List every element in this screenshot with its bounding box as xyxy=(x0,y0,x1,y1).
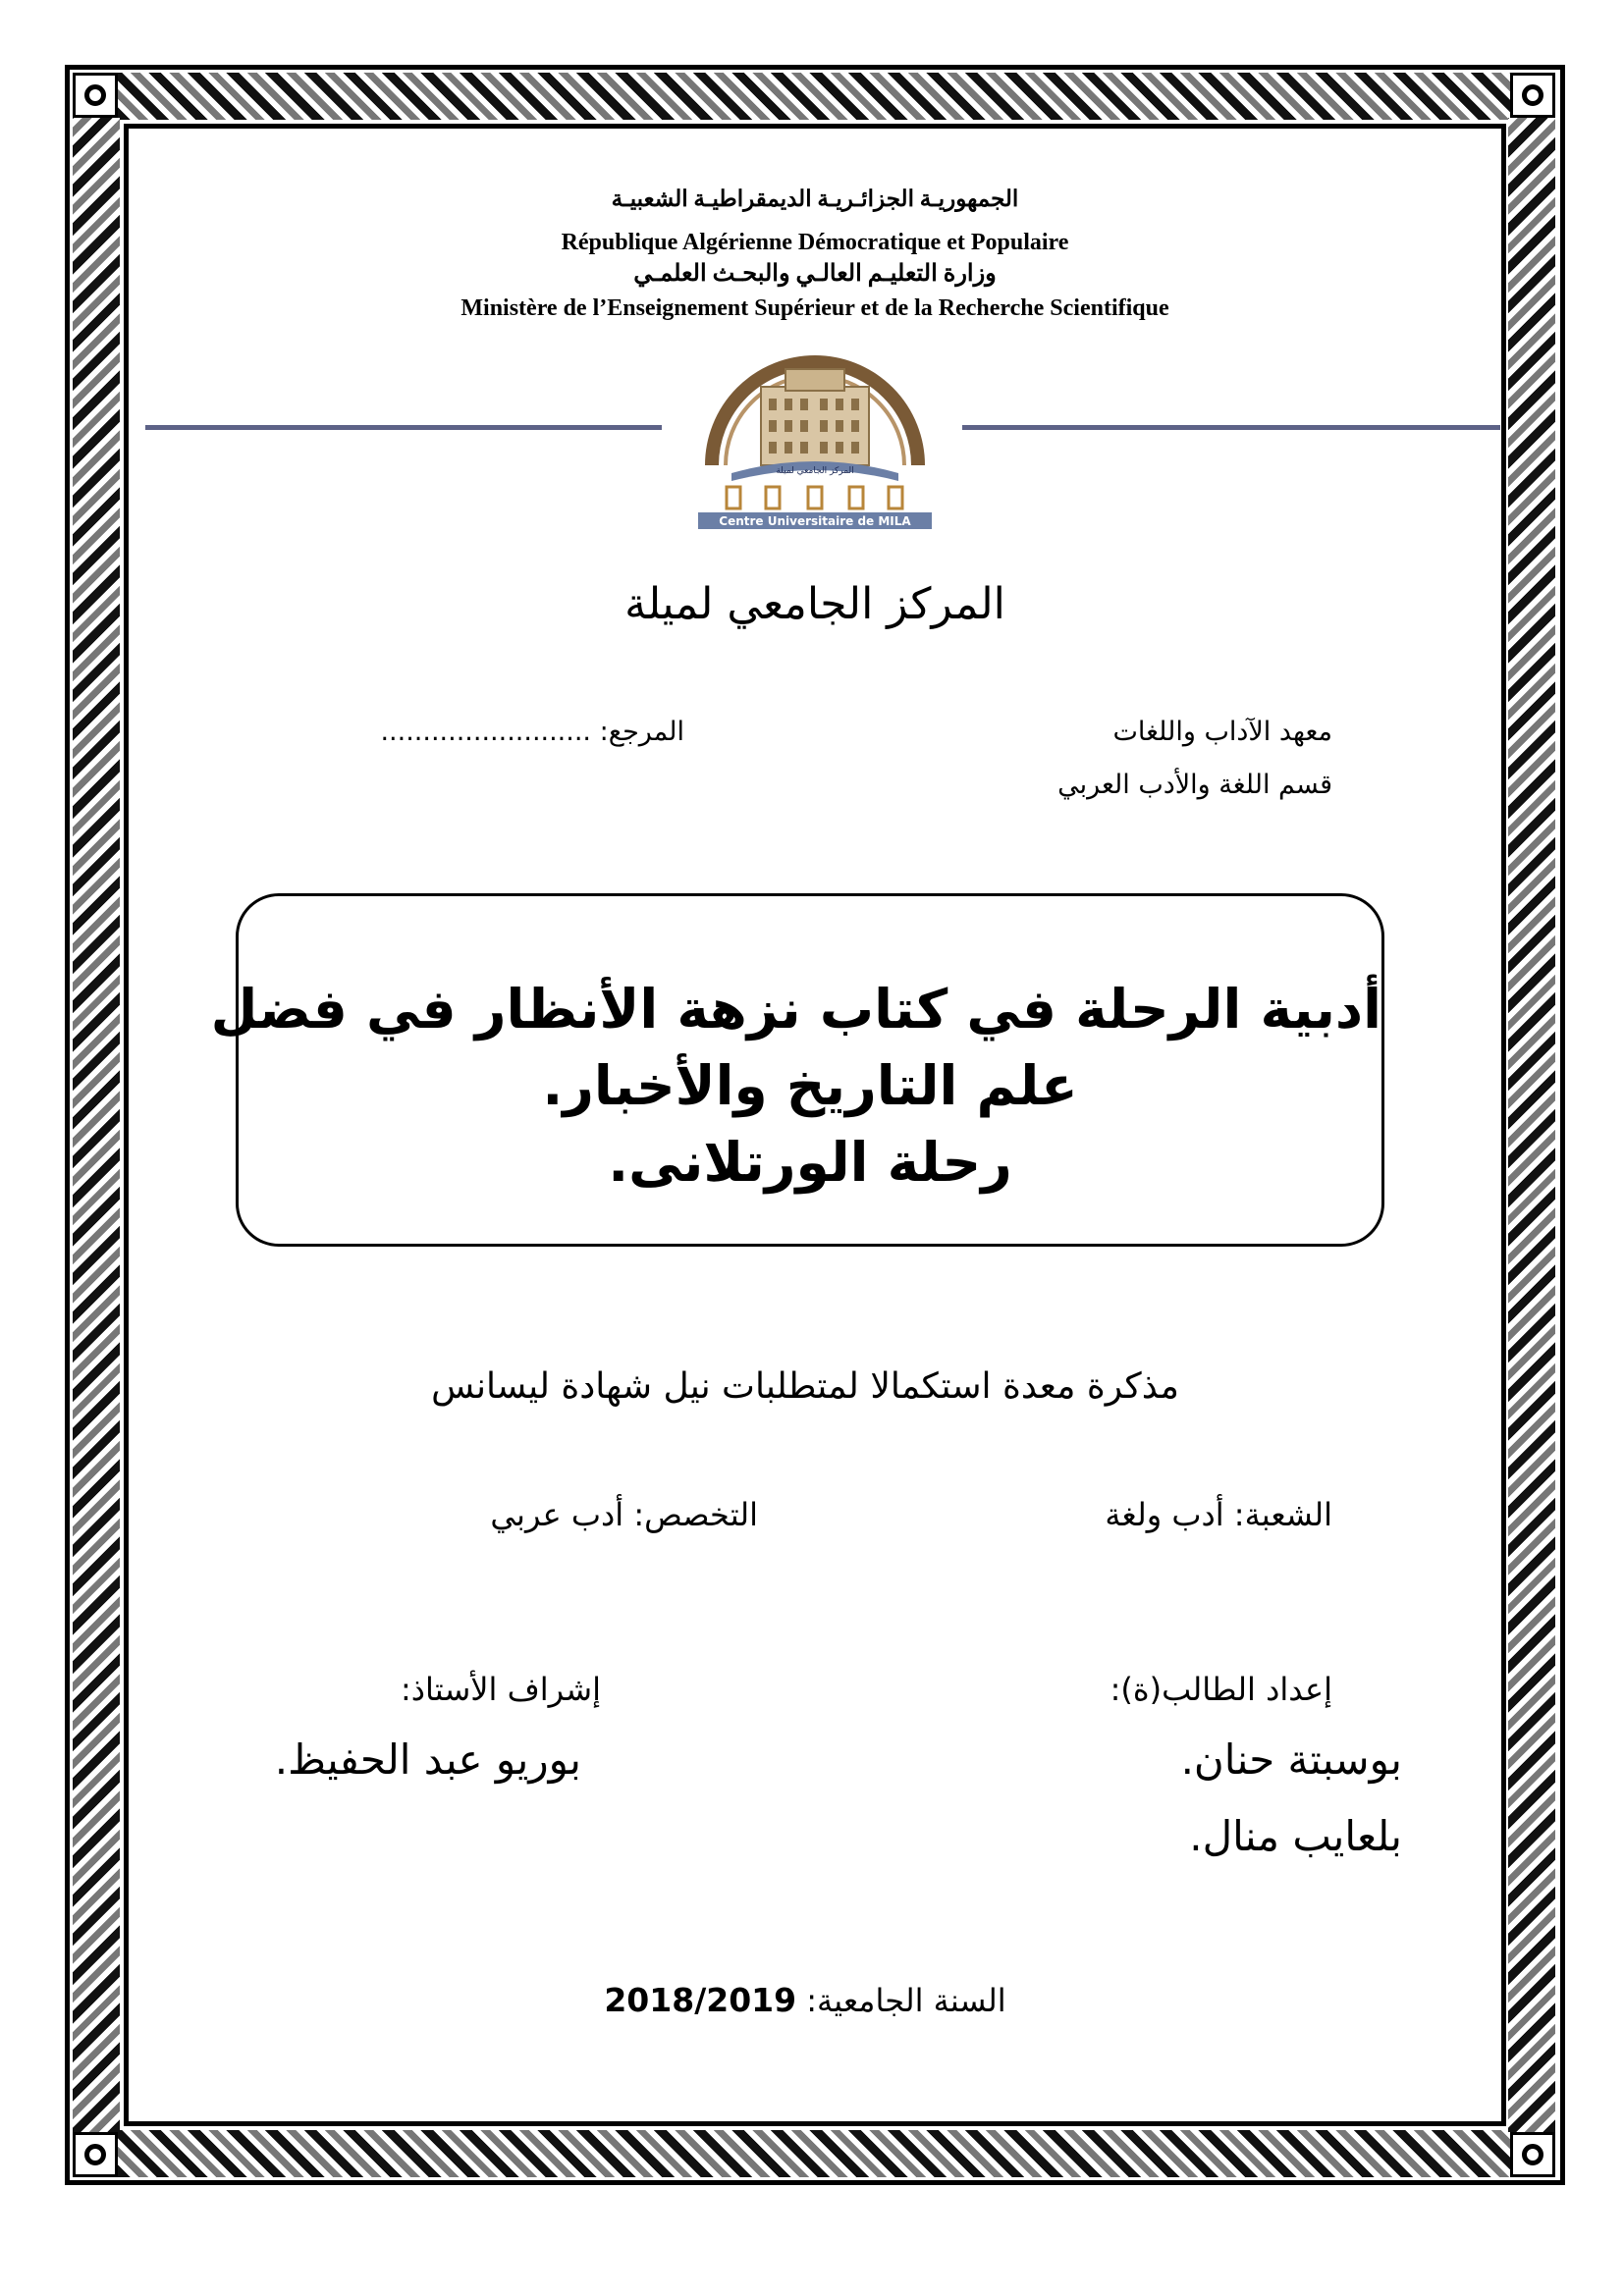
divider-left xyxy=(145,425,662,430)
thesis-title-line: أدبية الرحلة في كتاب نزهة الأنظار في فضل xyxy=(210,978,1381,1041)
ornament-band-right xyxy=(1508,118,1555,2132)
ornament-band-left xyxy=(73,118,120,2132)
republic-arabic: الجمهوريـة الجزائـريـة الديمقراطيـة الشعبيـة xyxy=(611,187,1019,211)
corner-ornament-icon xyxy=(73,2132,118,2177)
department-name: قسم اللغة والأدب العربي xyxy=(1057,770,1332,800)
supervision-label: إشراف الأستاذ: xyxy=(401,1671,601,1708)
ornament-band-top xyxy=(118,73,1512,120)
logo-emblem-text: المركز الجامعي لميلة xyxy=(776,466,854,476)
ministry-french: Ministère de l’Enseignement Supérieur et de la Recherche Scientifique xyxy=(460,295,1169,321)
thesis-title-line: علم التاريخ والأخبار. xyxy=(542,1054,1078,1117)
reference-field: المرجع: ......................... xyxy=(380,717,684,747)
branch-field: الشعبة: أدب ولغة xyxy=(1105,1496,1332,1533)
institute-name: معهد الآداب واللغات xyxy=(1112,717,1332,747)
thesis-title-box xyxy=(210,893,1384,1247)
ministry-arabic: وزارة التعليـم العالـي والبحـث العلمـي xyxy=(633,261,997,287)
institution-name: المركز الجامعي لميلة xyxy=(624,579,1005,629)
corner-ornament-icon xyxy=(1510,73,1555,118)
academic-year-label: السنة الجامعية: xyxy=(806,1982,1006,2019)
logo-caption: Centre Universitaire de MILA xyxy=(719,514,911,528)
student-name: بلعايب منال. xyxy=(1189,1812,1402,1860)
academic-year xyxy=(295,1981,1316,2019)
ornament-band-bottom xyxy=(118,2130,1512,2177)
supervisor-name: بوريو عبد الحفيظ. xyxy=(274,1735,581,1784)
student-name: بوسبتة حنان. xyxy=(1180,1735,1402,1784)
corner-ornament-icon xyxy=(73,73,118,118)
corner-ornament-icon xyxy=(1510,2132,1555,2177)
prepared-by-label: إعداد الطالب(ة): xyxy=(1110,1671,1332,1708)
thesis-title-line: رحلة الورتلانى. xyxy=(608,1131,1012,1194)
republic-french: République Algérienne Démocratique et Populaire xyxy=(561,230,1069,255)
specialty-field: التخصص: أدب عربي xyxy=(490,1496,758,1533)
academic-year-value: 2018/2019 xyxy=(604,1981,797,2019)
university-logo xyxy=(692,347,938,530)
memo-statement: مذكرة معدة استكمالا لمتطلبات نيل شهادة ليسانس xyxy=(431,1366,1179,1407)
divider-right xyxy=(962,425,1500,430)
